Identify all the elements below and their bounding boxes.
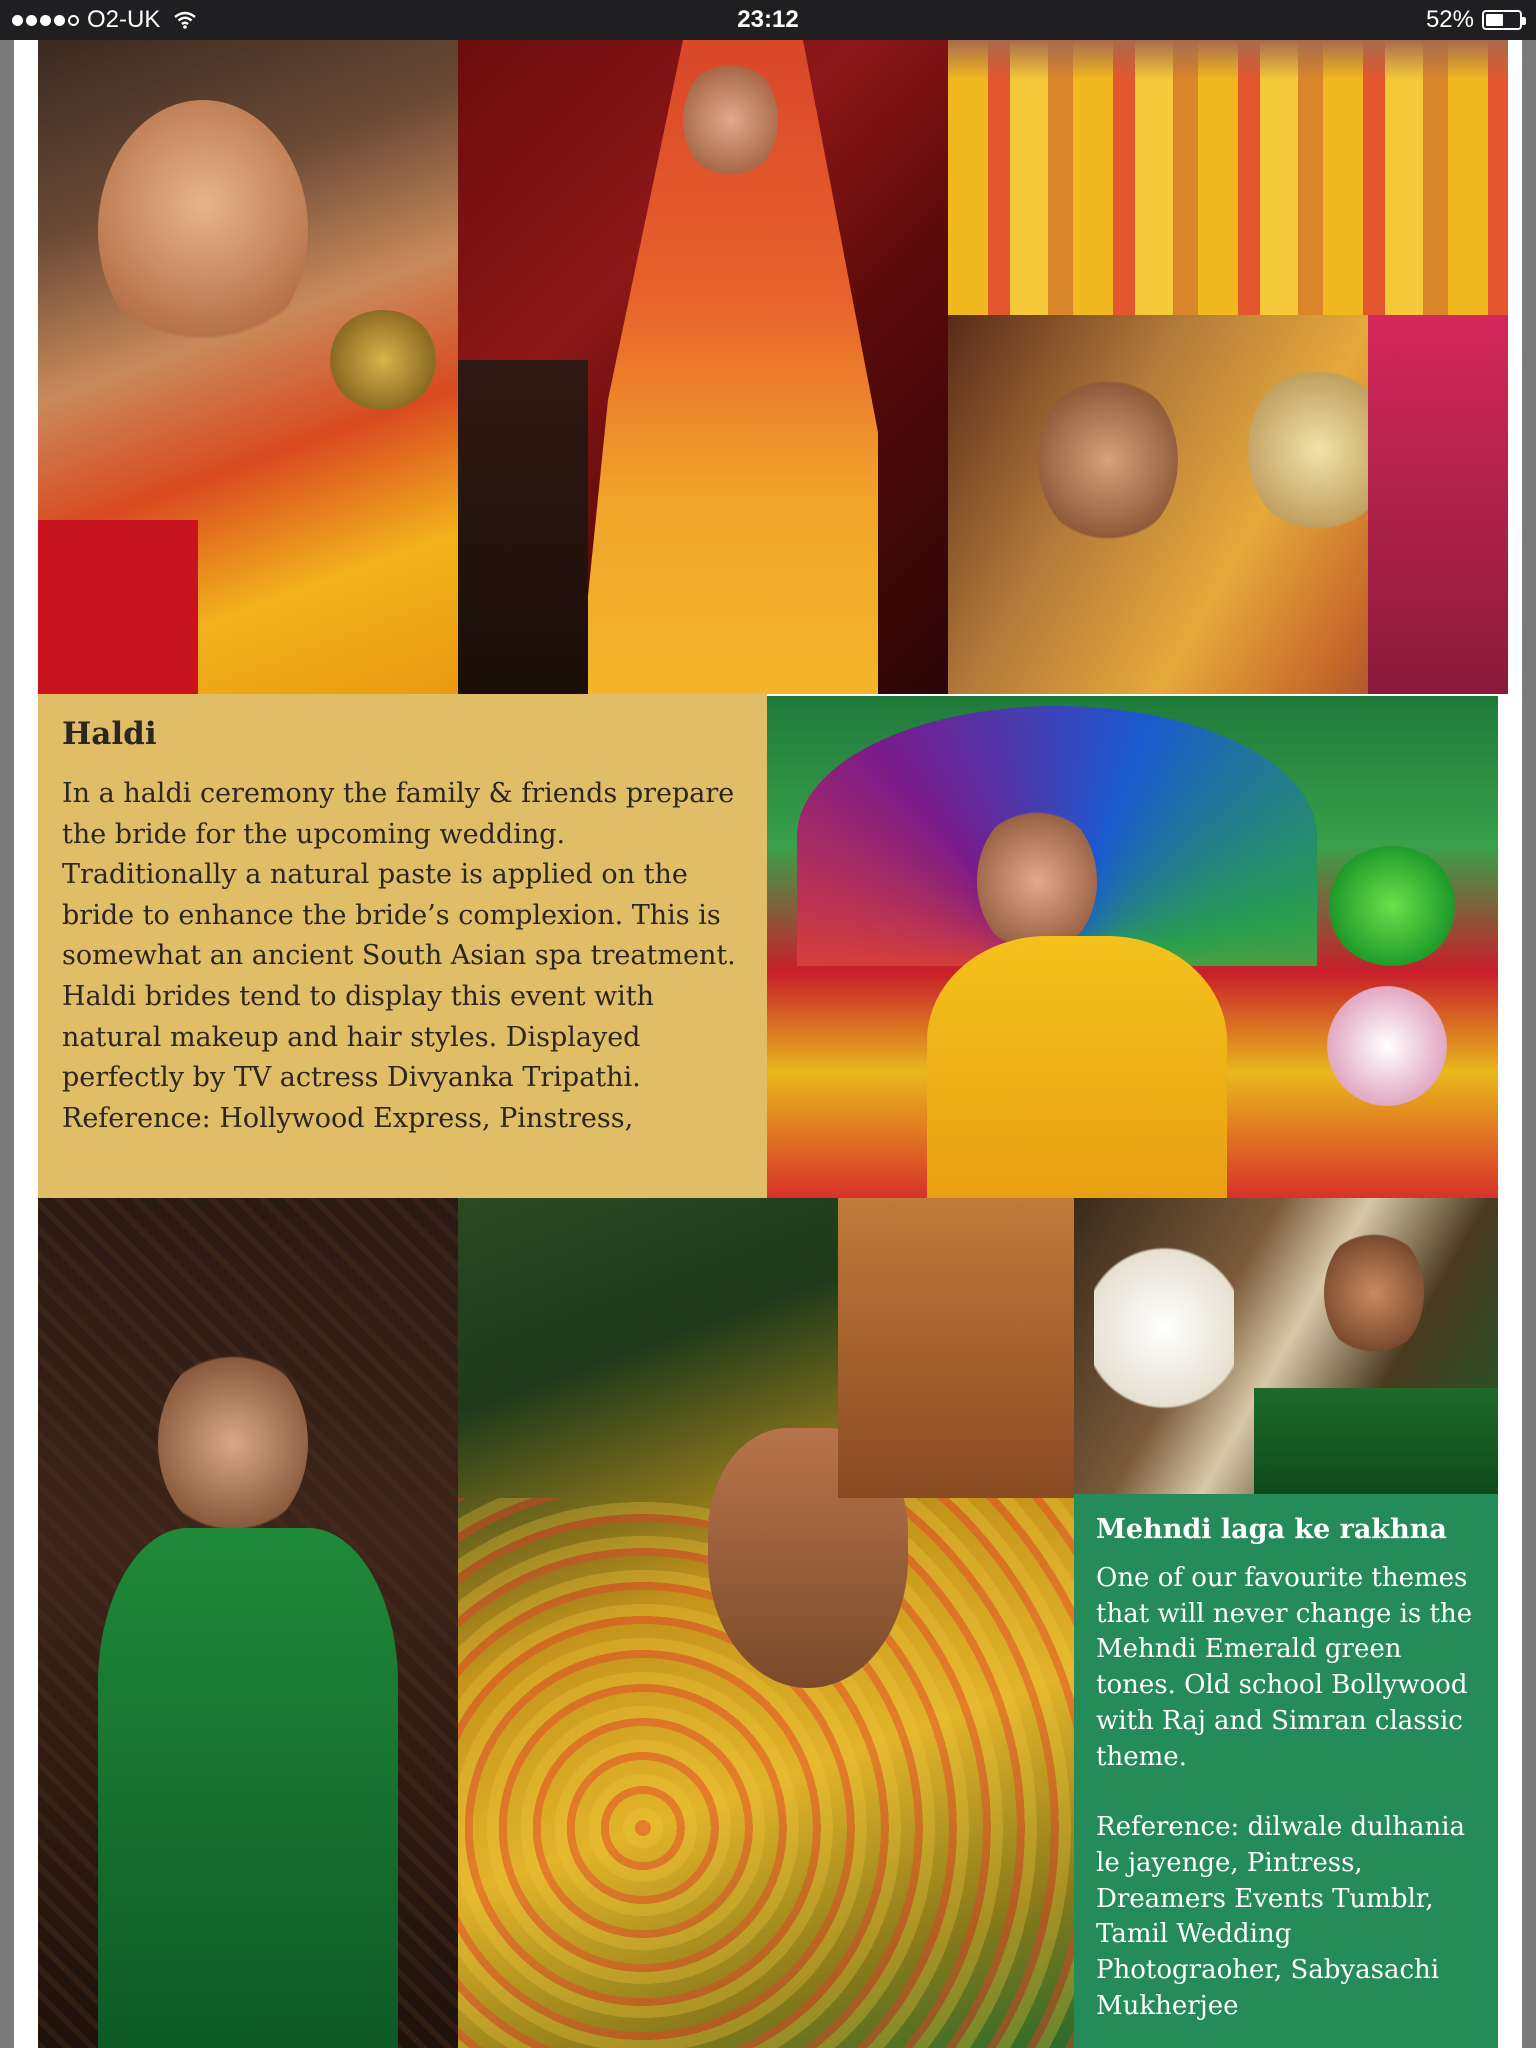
status-bar	[0, 0, 1536, 40]
moodboard-page	[14, 40, 1522, 2048]
haldi-title: Haldi	[62, 716, 157, 752]
photo-umbrella-bride	[767, 696, 1498, 1198]
battery-icon	[1482, 10, 1522, 30]
clock: 23:12	[737, 6, 799, 33]
mehndi-title: Mehndi laga ke rakhna	[1096, 1514, 1447, 1545]
mehndi-reference: Reference: dilwale dulhania le jayenge, Pintress, Dreamers Events Tumblr, Tamil Wedding Photograoher, Sabyasachi Mukherjee	[1096, 1812, 1466, 2021]
mehndi-text-panel	[1074, 1494, 1498, 2048]
photo-orange-lehenga-bride	[458, 40, 948, 694]
photo-green-lehenga-bride	[38, 1198, 458, 2048]
status-right	[1426, 6, 1522, 34]
haldi-description: In a haldi ceremony the family & friends prepare the bride for the upcoming wedding. Traditionally a natural paste is applied on the bride to enhance the bride’s complexion. This is somewhat an ancient South Asian spa treatment. Haldi brides tend to display this event with natural makeup and hair styles. Displayed perfectly by TV actress Divyanka Tripathi. Reference: Hollywood Express, Pinstress,	[62, 778, 736, 1134]
photo-haldi-friends	[948, 315, 1508, 694]
photo-haldi-paste-bride	[38, 40, 458, 694]
carrier-label: O2-UK	[87, 6, 161, 33]
haldi-text-panel	[38, 694, 767, 1198]
battery-fill	[1486, 14, 1503, 26]
mehndi-description: One of our favourite themes that will never change is the Mehndi Emerald green tones. Old school Bollywood with Raj and Simran classic theme.	[1096, 1563, 1473, 1772]
photo-south-indian-bride	[1074, 1198, 1498, 1494]
photo-yellow-saree-group	[948, 40, 1508, 315]
battery-percent: 52%	[1425, 6, 1474, 33]
photo-mehndi-hand-lehenga	[458, 1198, 1074, 2048]
